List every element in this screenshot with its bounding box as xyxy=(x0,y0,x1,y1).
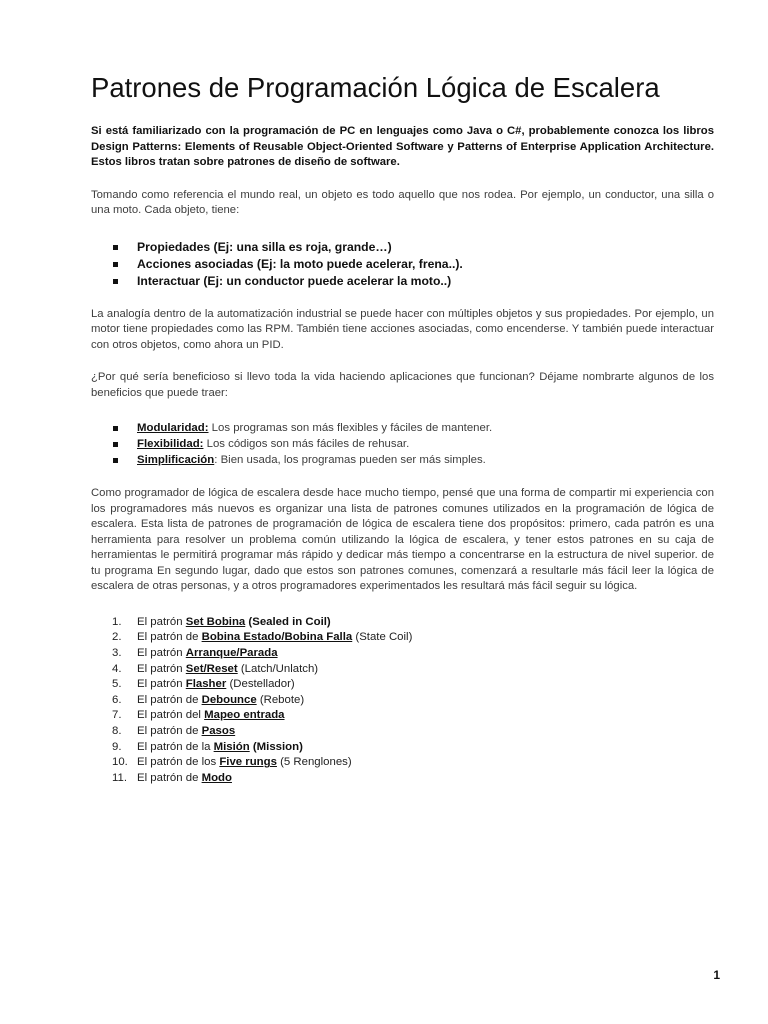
square-bullet-icon xyxy=(113,245,118,250)
pattern-number: 4. xyxy=(112,662,122,675)
pattern-name: Bobina Estado/Bobina Falla xyxy=(201,631,353,644)
pattern-prefix: El patrón xyxy=(137,647,186,660)
pattern-name: Flasher xyxy=(185,678,227,691)
pattern-list-item xyxy=(91,708,714,724)
pattern-prefix: El patrón de la xyxy=(137,740,214,753)
pattern-suffix: (Destellador) xyxy=(226,678,295,691)
analogy-paragraph: La analogía dentro de la automatización industrial se puede hacer con múltiples objetos y sus propiedades. Por ejemplo, un motor tiene propiedades como las RPM. También tiene acciones asociadas, como encenderse. Y también puede interactuar con otros objetos, como ahora un PID. xyxy=(91,307,714,351)
objects-paragraph: Tomando como referencia el mundo real, un objeto es todo aquello que nos rodea. Por ejemplo, un conductor, una silla o una moto. Cada objeto, tiene: xyxy=(91,188,714,216)
experience-paragraph: Como programador de lógica de escalera desde hace mucho tiempo, pensé que una forma de compartir mi experiencia con los programadores más nuevos es organizar una lista de patrones comunes utilizados en la programación de lógica de escalera. Esta lista de patrones de programación de lógica de escalera tiene dos propósitos: primero, cada patrón es una herramienta para resolver un problema común utilizando la lógica de escalera, y tener estos patrones en su caja de herramientas le permitirá programar más rápido y dedicar más tiempo a concentrarse en la estructura de nivel superior. de tu programa En segundo lugar, dado que estos son patrones comunes, comenzará a resultarle más fácil leer la lógica de escalera de otras personas, y a otros programadores experimentados les resultará más fácil seguir su lógica. xyxy=(91,487,714,593)
pattern-list-item xyxy=(91,724,714,740)
pattern-prefix: El patrón xyxy=(137,662,186,675)
pattern-name: Debounce xyxy=(201,693,257,706)
pattern-suffix: (Latch/Unlatch) xyxy=(237,662,319,675)
pattern-prefix: El patrón de xyxy=(137,771,202,784)
pattern-number: 6. xyxy=(112,693,122,706)
square-bullet-icon xyxy=(113,458,118,463)
pattern-list-item xyxy=(91,646,714,662)
pattern-name: Set/Reset xyxy=(185,662,238,675)
pattern-suffix: (Mission) xyxy=(249,740,303,753)
pattern-prefix: El patrón de xyxy=(137,631,202,644)
pattern-list-item xyxy=(91,630,714,646)
properties-list-item: Propiedades (Ej: una silla es roja, grande…) xyxy=(91,239,714,256)
pattern-prefix: El patrón xyxy=(137,615,186,628)
pattern-prefix: El patrón de los xyxy=(137,756,220,769)
pattern-number: 11. xyxy=(112,771,127,784)
benefits-list-item: Simplificación: Bien usada, los programas pueden ser más simples. xyxy=(91,453,714,469)
pattern-number: 9. xyxy=(112,740,122,753)
pattern-list-item xyxy=(91,615,714,631)
benefits-question-paragraph: ¿Por qué sería beneficioso si llevo toda la vida haciendo aplicaciones que funcionan? Déjame nombrarte algunos de los beneficios que puede traer: xyxy=(91,371,714,399)
pattern-name: Pasos xyxy=(201,725,236,738)
page-content xyxy=(91,70,714,786)
intro-paragraph: Si está familiarizado con la programación de PC en lenguajes como Java o C#, probablemente conozca los libros Design Patterns: Elements of Reusable Object-Oriented Software y Patterns of Enterprise Application Architecture. Estos libros tratan sobre patrones de diseño de software. xyxy=(91,125,714,168)
document-title: Patrones de Programación Lógica de Escalera xyxy=(91,72,660,103)
pattern-name: Five rungs xyxy=(219,756,277,769)
square-bullet-icon xyxy=(113,426,118,431)
pattern-number: 3. xyxy=(112,647,122,660)
pattern-prefix: El patrón de xyxy=(137,693,202,706)
pattern-prefix: El patrón de xyxy=(137,725,202,738)
pattern-list-item xyxy=(91,755,714,771)
benefits-list xyxy=(91,421,714,468)
benefits-list-item: Flexibilidad: Los códigos son más fáciles de rehusar. xyxy=(91,437,714,453)
pattern-suffix: (State Coil) xyxy=(352,631,413,644)
pattern-name: Mapeo entrada xyxy=(204,709,285,722)
pattern-number: 10. xyxy=(112,756,128,769)
pattern-name: Set Bobina xyxy=(185,615,246,628)
square-bullet-icon xyxy=(113,262,118,267)
square-bullet-icon xyxy=(113,279,118,284)
pattern-number: 8. xyxy=(112,725,122,738)
pattern-list-item xyxy=(91,693,714,709)
pattern-suffix: (Sealed in Coil) xyxy=(245,615,331,628)
patterns-list xyxy=(91,615,714,787)
benefits-list-item: Modularidad: Los programas son más flexibles y fáciles de mantener. xyxy=(91,421,714,437)
pattern-number: 2. xyxy=(112,631,122,644)
pattern-number: 7. xyxy=(112,709,122,722)
properties-list-item: Acciones asociadas (Ej: la moto puede acelerar, frena..). xyxy=(91,256,714,273)
pattern-list-item xyxy=(91,740,714,756)
pattern-list-item xyxy=(91,662,714,678)
pattern-name: Modo xyxy=(201,771,232,784)
pattern-name: Misión xyxy=(213,740,250,753)
pattern-list-item xyxy=(91,677,714,693)
pattern-list-item xyxy=(91,771,714,787)
pattern-suffix: (Rebote) xyxy=(256,693,305,706)
pattern-prefix: El patrón xyxy=(137,678,186,691)
pattern-number: 1. xyxy=(112,615,122,628)
pattern-prefix: El patrón del xyxy=(137,709,205,722)
square-bullet-icon xyxy=(113,442,118,447)
properties-list xyxy=(91,239,714,290)
pattern-suffix: (5 Renglones) xyxy=(276,756,352,769)
page-number: 1 xyxy=(713,968,720,982)
pattern-name: Arranque/Parada xyxy=(185,647,278,660)
properties-list-item: Interactuar (Ej: un conductor puede acelerar la moto..) xyxy=(91,273,714,290)
pattern-number: 5. xyxy=(112,678,122,691)
